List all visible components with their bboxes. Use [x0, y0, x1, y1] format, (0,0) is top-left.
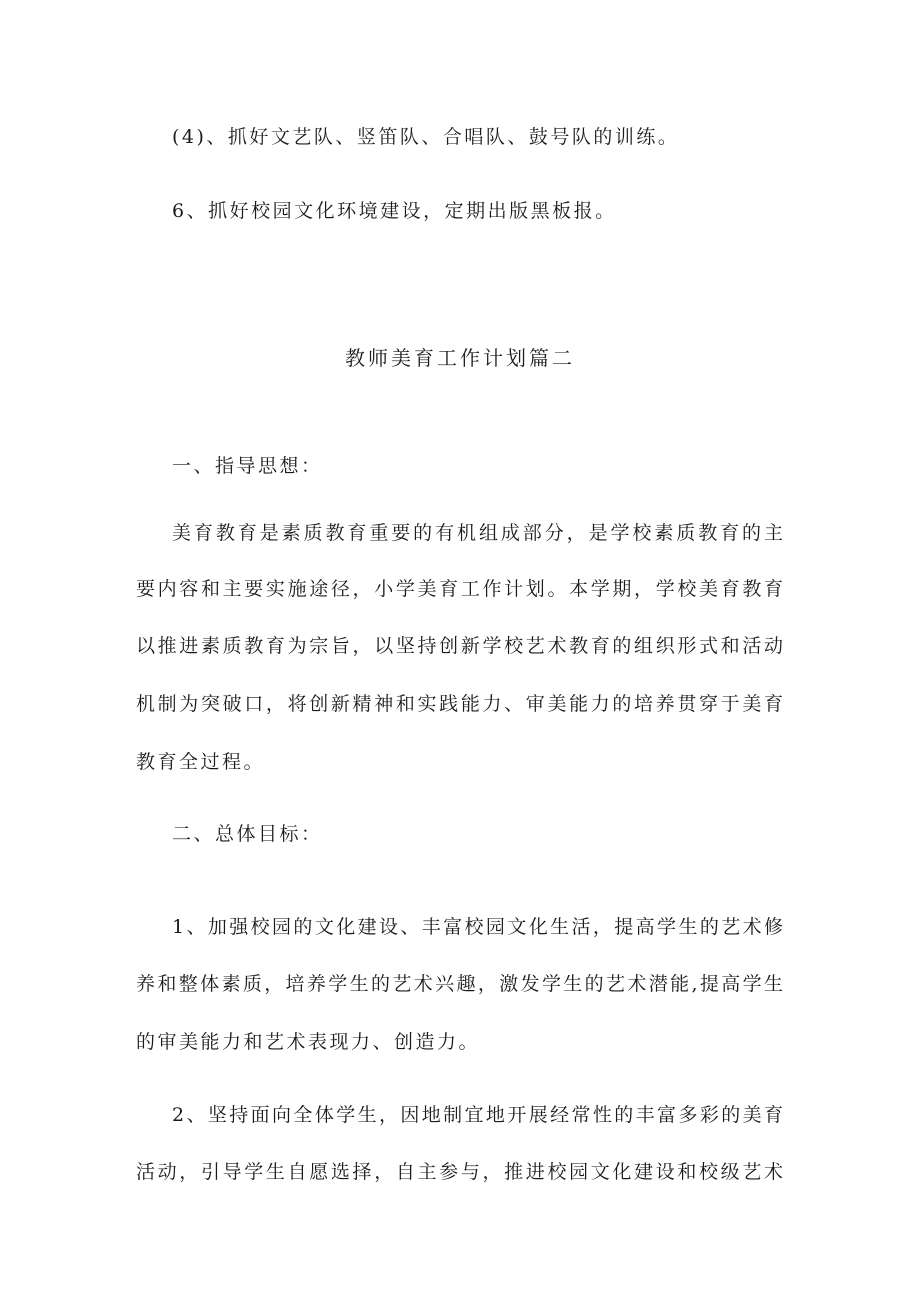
paragraph-line: 机制为突破口，将创新精神和实践能力、审美能力的培养贯穿于美育	[136, 693, 784, 715]
section-title: 教师美育工作计划篇二	[345, 346, 575, 370]
paragraph-line: 2、坚持面向全体学生，因地制宜地开展经常性的丰富多彩的美育	[172, 1104, 784, 1126]
item-line: (4)、抓好文艺队、竖笛队、合唱队、鼓号队的训练。	[172, 126, 680, 148]
heading: 二、总体目标：	[172, 823, 323, 845]
paragraph-line: 1、加强校园的文化建设、丰富校园文化生活，提高学生的艺术修	[172, 916, 784, 938]
paragraph-line: 教育全过程。	[136, 751, 266, 773]
paragraph-line: 活动，引导学生自愿选择，自主参与，推进校园文化建设和校级艺术	[136, 1161, 784, 1183]
paragraph-line: 以推进素质教育为宗旨，以坚持创新学校艺术教育的组织形式和活动	[136, 635, 784, 657]
paragraph-line: 养和整体素质，培养学生的艺术兴趣，激发学生的艺术潜能,提高学生	[136, 973, 784, 995]
paragraph-line: 的审美能力和艺术表现力、创造力。	[136, 1031, 481, 1053]
item-line: 6、抓好校园文化环境建设，定期出版黑板报。	[172, 200, 617, 222]
paragraph-line: 美育教育是素质教育重要的有机组成部分，是学校素质教育的主	[172, 522, 784, 544]
paragraph-line: 要内容和主要实施途径，小学美育工作计划。本学期，学校美育教育	[136, 578, 784, 600]
heading: 一、指导思想：	[172, 455, 323, 477]
